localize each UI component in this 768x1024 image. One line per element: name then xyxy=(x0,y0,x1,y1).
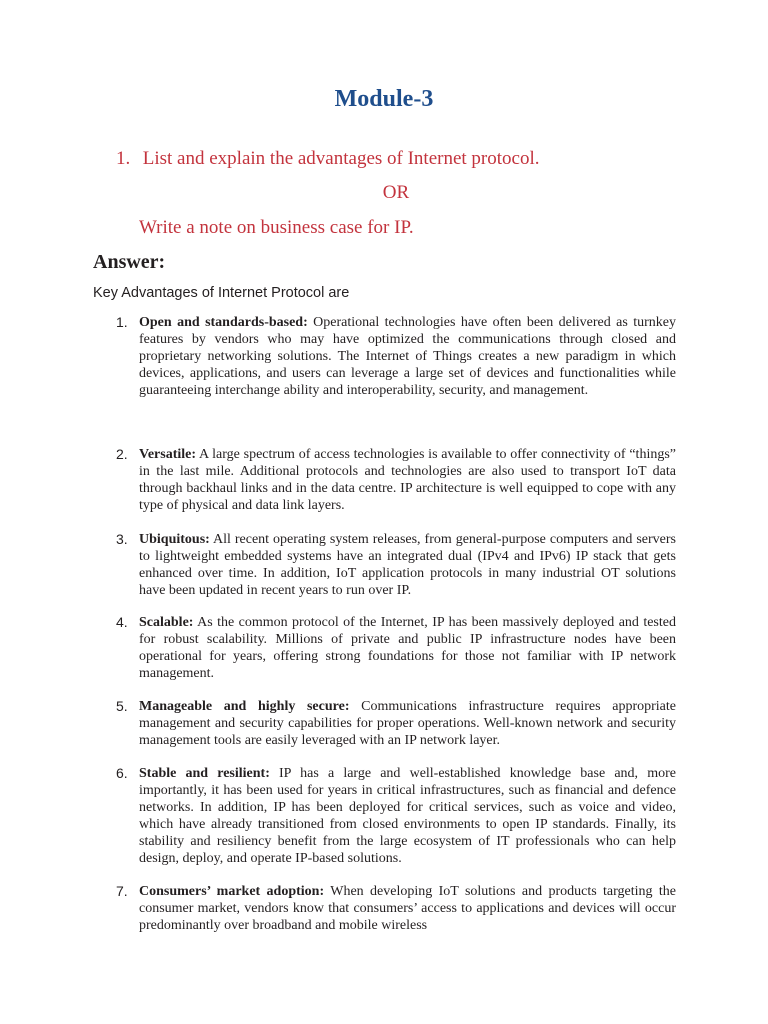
advantage-number: 3. xyxy=(116,531,128,547)
advantage-term: Consumers’ market adoption: xyxy=(139,884,325,899)
advantage-term: Ubiquitous: xyxy=(139,532,210,547)
advantage-body xyxy=(139,614,676,682)
advantage-item xyxy=(116,446,676,514)
advantage-item xyxy=(116,314,676,399)
question-text: List and explain the advantages of Internet protocol. xyxy=(142,148,540,169)
advantage-body xyxy=(139,314,676,399)
advantage-term: Manageable and highly secure: xyxy=(139,699,350,714)
question-or: OR xyxy=(382,182,410,203)
advantage-number: 2. xyxy=(116,446,128,462)
advantage-item xyxy=(116,614,676,682)
question-number: 1. xyxy=(116,148,131,169)
module-title: Module-3 xyxy=(334,86,434,112)
advantage-number: 1. xyxy=(116,314,128,330)
advantage-body xyxy=(139,883,676,934)
answer-intro: Key Advantages of Internet Protocol are xyxy=(93,285,350,301)
advantage-text: A large spectrum of access technologies is available to offer connectivity of “things” in the last mile. Additional protocols and technologies are also used to transport IoT data through backhaul links and in the data centre. IP architecture is well equipped to cope with any type of physical and data link layers. xyxy=(139,447,676,513)
advantage-text: IP has a large and well-established knowledge base and, more importantly, it has been used for years in critical infrastructures, such as financial and defence networks. In addition, IP has been deployed for critical services, such as voice and video, which have already transitioned from closed environments to open IP standards. Finally, its stability and resiliency benefit from the large ecosystem of IT professionals who can help design, deploy, and operate IP-based solutions. xyxy=(139,766,676,866)
advantage-term: Open and standards-based: xyxy=(139,315,308,330)
advantage-text: All recent operating system releases, from general-purpose computers and servers to lightweight embedded systems have an integrated dual (IPv4 and IPv6) IP stack that gets enhanced over time. In addition, IoT application protocols in many industrial OT solutions have been updated in recent years to run over IP. xyxy=(139,532,676,598)
advantage-term: Versatile: xyxy=(139,447,197,462)
advantage-number: 5. xyxy=(116,698,128,714)
advantage-item xyxy=(116,765,676,867)
advantage-number: 4. xyxy=(116,614,128,630)
advantage-number: 7. xyxy=(116,883,128,899)
advantage-text: Communications infrastructure requires appropriate management and security capabilities for proper operations. Well-known network and security management tools are easily leveraged with an IP network layer. xyxy=(139,699,676,748)
advantage-number: 6. xyxy=(116,765,128,781)
advantage-term: Scalable: xyxy=(139,615,194,630)
advantage-body xyxy=(139,531,676,599)
advantage-text: As the common protocol of the Internet, IP has been massively deployed and tested for robust scalability. Millions of private and public IP infrastructure nodes have been operational for years, offering strong foundations for those not familiar with IP network management. xyxy=(139,615,676,681)
advantage-text: Operational technologies have often been delivered as turnkey features by vendors who may have optimized the communications through closed and proprietary networking solutions. The Internet of Things creates a new paradigm in which devices, applications, and users can leverage a large set of devices and functionalities while guaranteeing interchange ability and interoperability, security, and management. xyxy=(139,315,677,398)
advantage-item xyxy=(116,883,676,934)
advantage-term: Stable and resilient: xyxy=(139,766,270,781)
question-alternate: Write a note on business case for IP. xyxy=(139,217,414,238)
advantage-item xyxy=(116,531,676,599)
answer-heading: Answer: xyxy=(93,251,166,273)
advantage-body xyxy=(139,446,676,514)
advantage-body xyxy=(139,765,676,867)
advantage-body xyxy=(139,698,676,749)
advantage-text: When developing IoT solutions and products targeting the consumer market, vendors know that consumers’ access to applications and devices will occur predominantly over broadband and mobile wireless xyxy=(139,884,676,933)
advantage-item xyxy=(116,698,676,749)
question-primary xyxy=(116,148,540,170)
